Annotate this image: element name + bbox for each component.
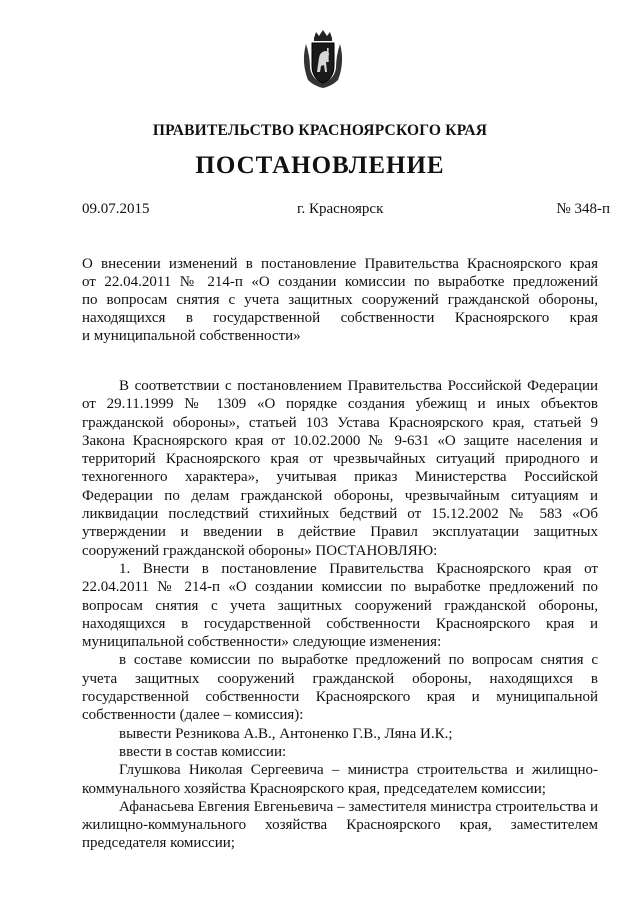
body-paragraph: 1. Внести в постановление Правительства Красноярского края от 22.04.2011 № 214-п «О создании комиссии по выработке предложений по вопросам снятия с учета защитных сооружений гражданской обороны, находящихся в государственной собственности Красноярского края и муниципальной собственности» следующие изменения: [82, 560, 598, 651]
document-city: г. Красноярск [297, 201, 384, 217]
government-name: ПРАВИТЕЛЬСТВО КРАСНОЯРСКОГО КРАЯ [152, 122, 488, 139]
subject-line: по вопросам снятия с учета защитных сооружений гражданской обороны, [82, 292, 598, 308]
body-paragraph: Глушкова Николая Сергеевича – министра строительства и жилищно-коммунального хозяйства Красноярского края, председателем комиссии; [82, 762, 598, 797]
document-number: № 348-п [556, 201, 610, 217]
document-date: 09.07.2015 [82, 201, 150, 217]
body-paragraph: ввести в состав комиссии: [119, 743, 287, 760]
document-type-title: ПОСТАНОВЛЕНИЕ [195, 152, 445, 179]
document-meta-row [82, 201, 610, 221]
body-paragraph: В соответствии с постановлением Правительства Российской Федерации от 29.11.1999 № 1309 «О порядке создания убежищ и иных объектов гражданской обороны», статьей 103 Устава Красноярского края, статьей 9 Закона Красноярского края от 10.02.2000 № 9-631 «О защите населения и территорий Красноярского края от чрезвычайных ситуаций природного и техногенного характера», учитывая приказ Министерства Российской Федерации по делам гражданской обороны, чрезвычайным ситуациям и ликвидации последствий стихийных бедствий от 15.12.2002 № 583 «Об утверждении и введении в действие Правил эксплуатации защитных сооружений гражданской обороны» ПОСТАНОВЛЯЮ: [82, 378, 598, 559]
body-paragraph: вывести Резникова А.В., Антоненко Г.В., Ляна И.К.; [119, 725, 453, 742]
subject-line: и муниципальной собственности» [82, 328, 301, 344]
subject-line: О внесении изменений в постановление Правительства Красноярского края [82, 256, 598, 272]
body-paragraph: в составе комиссии по выработке предложений по вопросам снятия с учета защитных сооружений гражданской обороны, находящихся в государственной собственности Красноярского края и муниципальной собственности (далее – комиссия): [82, 652, 598, 724]
body-paragraph: Афанасьева Евгения Евгеньевича – заместителя министра строительства и жилищно-коммунального хозяйства Красноярского края, заместителем председателя комиссии; [82, 798, 598, 852]
subject-line: находящихся в государственной собственности Красноярского края [82, 310, 598, 326]
document-body [82, 377, 598, 853]
coat-of-arms-icon [300, 28, 346, 90]
subject-line: от 22.04.2011 № 214-п «О создании комиссии по выработке предложений [82, 274, 598, 290]
document-subject [82, 255, 598, 345]
